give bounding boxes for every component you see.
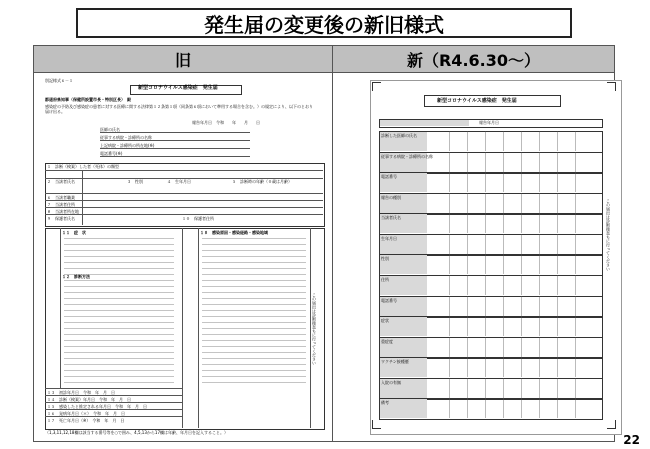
new-form-cell-divider [449, 357, 450, 377]
new-form-cell-divider [503, 357, 504, 377]
old-form-rule [64, 376, 174, 377]
new-form-cell-divider [485, 378, 486, 398]
new-form-cell-divider [503, 254, 504, 274]
old-symptoms-head: １１ 症 状 [62, 230, 86, 235]
new-form-row-label: 生年月日 [381, 236, 397, 241]
new-form-row [379, 213, 603, 235]
new-form-cell-divider [449, 131, 450, 151]
old-form-rule [202, 382, 306, 383]
new-form-cell-divider [557, 398, 558, 418]
old-row-10: １０ 保護者住所 [182, 216, 214, 221]
old-row-8: ８ 当該者所在地 [47, 209, 79, 214]
new-form-cell-divider [575, 152, 576, 172]
new-form-cell-divider [503, 337, 504, 357]
new-form-cell-divider [521, 234, 522, 254]
old-form-rule [202, 286, 306, 287]
new-form-cell-divider [557, 337, 558, 357]
new-form-row-label: 症状 [381, 318, 389, 323]
new-form-cell-divider [467, 193, 468, 213]
new-form-cell-divider [467, 234, 468, 254]
new-form-cell-divider [557, 152, 558, 172]
old-form-rule [202, 280, 306, 281]
new-form-cell-divider [575, 213, 576, 233]
new-form-cell-divider [485, 152, 486, 172]
new-form-cell-divider [485, 131, 486, 151]
new-form-cell-divider [467, 398, 468, 418]
new-form-cell-divider [449, 213, 450, 233]
new-form-cell-divider [557, 131, 558, 151]
page-title: 発生届の変更後の新旧様式 [76, 8, 572, 38]
new-form-cell-divider [449, 234, 450, 254]
new-form-cell-divider [539, 378, 540, 398]
old-form-rule [64, 316, 174, 317]
old-form-rule [202, 298, 306, 299]
new-form-row [379, 193, 603, 215]
new-form-cell-divider [575, 275, 576, 295]
page-number: 22 [623, 433, 640, 447]
new-form-row [379, 378, 603, 400]
new-form-row-label: 電話番号 [381, 174, 397, 179]
old-side-note: この届出は診断後直ちに行ってください [312, 293, 317, 365]
new-form-cell-divider [521, 193, 522, 213]
new-form-cell-divider [575, 234, 576, 254]
old-footnote: （1,3,11,12,18欄は該当する番号等を○で囲み、4,5,13から17欄は年齢、年月日を記入すること。） [45, 430, 228, 435]
old-form-rule [64, 238, 174, 239]
old-form-rule [64, 310, 174, 311]
new-form-cell-divider [539, 152, 540, 172]
new-form-cell-divider [575, 172, 576, 192]
old-form-rule [202, 268, 306, 269]
new-form-row-label: 入院の有無 [381, 380, 401, 385]
new-form-row [379, 357, 603, 379]
new-form-cell-divider [575, 316, 576, 336]
old-form-rule [202, 346, 306, 347]
old-form-rule [64, 358, 174, 359]
old-form-rule [202, 256, 306, 257]
new-form-cell-divider [539, 213, 540, 233]
old-form-rule [202, 322, 306, 323]
new-form-cell-divider [503, 316, 504, 336]
new-form-cell-divider [449, 254, 450, 274]
old-form-rule [64, 382, 174, 383]
new-form-row-label: 診断した医師の氏名 [381, 133, 417, 138]
new-form-cell-divider [449, 398, 450, 418]
old-row-3: ３ 性別 [127, 179, 143, 184]
old-date-row: １７ 死亡年月日（※） 令和 年 月 日 [47, 418, 125, 423]
old-doctor-field: 電話番号(※) [100, 151, 123, 156]
new-form-cell-divider [521, 316, 522, 336]
new-form-cell-divider [485, 357, 486, 377]
new-form-row-label: 報告の種別 [381, 195, 401, 200]
old-form-rule [64, 292, 174, 293]
new-form-cell-divider [557, 296, 558, 316]
new-form-cell-divider [521, 213, 522, 233]
old-form-rule [202, 244, 306, 245]
new-form-row [379, 275, 603, 297]
old-form-rule [202, 274, 306, 275]
new-report-date-label: 報告年月日 [479, 120, 499, 125]
new-form-cell-divider [557, 172, 558, 192]
old-date-row: １６ 発病年月日（＊） 令和 年 月 日 [47, 411, 125, 416]
new-form-cell-divider [539, 398, 540, 418]
new-form-cell-divider [557, 254, 558, 274]
new-form-cell-divider [503, 398, 504, 418]
old-form-rule [64, 328, 174, 329]
new-form-cell-divider [503, 296, 504, 316]
new-form-cell-divider [467, 131, 468, 151]
column-divider [332, 46, 333, 441]
new-form-cell-divider [449, 193, 450, 213]
new-form-cell-divider [539, 296, 540, 316]
new-form-cell-divider [557, 213, 558, 233]
old-form-rule [64, 352, 174, 353]
new-form-cell-divider [503, 172, 504, 192]
new-form-cell-divider [485, 316, 486, 336]
new-form-cell-divider [467, 172, 468, 192]
new-form-cell-divider [485, 398, 486, 418]
new-form-cell-divider [503, 193, 504, 213]
old-form-rule [202, 364, 306, 365]
old-doctor-field: 従事する病院・診療所の名称 [100, 135, 152, 140]
new-form-cell-divider [575, 378, 576, 398]
new-form-cell-divider [485, 296, 486, 316]
new-side-note: この届出は診断後直ちに行ってください [606, 199, 611, 271]
old-form-date-line: 報告年月日 令和 年 月 日 [192, 120, 260, 125]
new-form-cell-divider [449, 275, 450, 295]
old-form-intro: 感染症の予防及び感染症の患者に対する医療に関する法律第１２条第１項（同条第６項において準用する場合を含む。）の規定により、以下のとおり届け出る。 [45, 104, 313, 114]
new-form-cell-divider [485, 254, 486, 274]
old-form-rule [64, 364, 174, 365]
new-form-cell-divider [539, 234, 540, 254]
new-form-row [379, 172, 603, 194]
old-form-number: 別記様式６－１ [45, 78, 73, 83]
new-form-cell-divider [575, 254, 576, 274]
new-form-cell-divider [467, 337, 468, 357]
new-form-cell-divider [485, 234, 486, 254]
old-form-rule [202, 292, 306, 293]
old-form-rule [202, 328, 306, 329]
new-form-row [379, 316, 603, 338]
old-form-rule [202, 250, 306, 251]
new-form-row [379, 296, 603, 318]
new-form-cell-divider [539, 131, 540, 151]
new-form-cell-divider [485, 172, 486, 192]
old-doctor-field: 上記病院・診療所の所在地(※) [100, 143, 155, 148]
old-form-rule [202, 262, 306, 263]
new-form-cell-divider [575, 296, 576, 316]
old-form-rule [64, 286, 174, 287]
new-form-cell-divider [521, 254, 522, 274]
old-form-rule [64, 244, 174, 245]
old-form-rule [64, 346, 174, 347]
new-column-header: 新（R4.6.30～） [333, 46, 614, 72]
new-form-cell-divider [575, 357, 576, 377]
new-form-cell-divider [485, 337, 486, 357]
old-form-rule [64, 370, 174, 371]
new-form-row-label: 備考 [381, 400, 389, 405]
old-form-title: 新型コロナウイルス感染症 発生届 [138, 85, 218, 91]
old-form-rule [202, 370, 306, 371]
new-form-cell-divider [485, 275, 486, 295]
new-form-cell-divider [521, 357, 522, 377]
new-form-cell-divider [521, 152, 522, 172]
new-form-row [379, 398, 603, 420]
new-form-cell-divider [521, 275, 522, 295]
new-form-cell-divider [503, 275, 504, 295]
new-form-cell-divider [449, 152, 450, 172]
old-row-6: ６ 当該者職業 [47, 195, 75, 200]
new-form-cell-divider [575, 398, 576, 418]
new-form-row-label: 重症度 [381, 339, 393, 344]
new-form-row [379, 254, 603, 276]
new-form-cell-divider [557, 357, 558, 377]
old-form-rule [64, 268, 174, 269]
new-form-cell-divider [485, 193, 486, 213]
new-form-cell-divider [575, 193, 576, 213]
old-diag-head: １２ 診断方法 [62, 274, 90, 279]
old-form-rule [202, 310, 306, 311]
old-row-4: ４ 生年月日 [167, 179, 191, 184]
new-form-row-label: 従事する病院・診療所の名称 [381, 154, 433, 159]
new-form-cell-divider [539, 254, 540, 274]
new-form-cell-divider [521, 172, 522, 192]
new-form-row-label: 電話番号 [381, 298, 397, 303]
new-form-cell-divider [521, 337, 522, 357]
header-rule [34, 72, 614, 73]
new-form-cell-divider [557, 275, 558, 295]
new-form-row-label: 住所 [381, 277, 389, 282]
old-form-rule [202, 304, 306, 305]
new-form-row-label: 性別 [381, 256, 389, 261]
old-row-7: ７ 当該者住所 [47, 202, 75, 207]
old-form-rule [64, 256, 174, 257]
old-form-rule [202, 238, 306, 239]
old-date-row: １３ 初診年月日 令和 年 月 日 [47, 390, 115, 395]
new-form-cell-divider [557, 193, 558, 213]
new-form-cell-divider [521, 398, 522, 418]
new-form-cell-divider [521, 378, 522, 398]
new-form-cell-divider [557, 378, 558, 398]
old-infection-head: １８ 感染原因・感染経路・感染地域 [200, 230, 268, 235]
new-form-cell-divider [575, 131, 576, 151]
old-form-rule [202, 358, 306, 359]
new-form-cell-divider [575, 337, 576, 357]
new-form-cell-divider [503, 152, 504, 172]
old-form-rule [64, 340, 174, 341]
old-doctor-field: 医師の氏名 [100, 127, 120, 132]
new-form-cell-divider [539, 337, 540, 357]
new-form-row [379, 234, 603, 256]
new-form-cell-divider [467, 296, 468, 316]
new-form-row [379, 337, 603, 359]
new-form-cell-divider [557, 234, 558, 254]
new-form-cell-divider [503, 213, 504, 233]
new-form-cell-divider [539, 316, 540, 336]
old-form-addressee: 都道府県知事（保健所設置市長・特別区長） 殿 [45, 97, 131, 102]
new-form-cell-divider [557, 316, 558, 336]
old-column-header: 旧 [34, 46, 333, 72]
old-row-1: １ 診断（検案）した者（死体）の類型 [47, 164, 119, 169]
old-form-rule [202, 376, 306, 377]
new-form-row-label: 当該者氏名 [381, 215, 401, 220]
new-form-cell-divider [485, 213, 486, 233]
new-form-cell-divider [521, 131, 522, 151]
new-form-cell-divider [539, 172, 540, 192]
old-form-rule [64, 334, 174, 335]
old-form-rule [202, 340, 306, 341]
new-form-cell-divider [449, 296, 450, 316]
new-form-cell-divider [467, 357, 468, 377]
new-form-cell-divider [539, 357, 540, 377]
new-form-cell-divider [539, 193, 540, 213]
old-date-row: １４ 診断（検案）年月日 令和 年 月 日 [47, 397, 131, 402]
old-form-rule [202, 316, 306, 317]
old-form-rule [64, 304, 174, 305]
new-form-cell-divider [467, 254, 468, 274]
new-form-cell-divider [521, 296, 522, 316]
old-form-rule [64, 274, 174, 275]
new-form-cell-divider [467, 152, 468, 172]
old-row-9: ９ 保護者氏名 [47, 216, 75, 221]
new-form-cell-divider [449, 172, 450, 192]
old-row-5: ５ 診断時の年齢（０歳は月齢） [232, 179, 292, 184]
old-form-rule [202, 352, 306, 353]
old-form-rule [64, 280, 174, 281]
old-form-rule [64, 298, 174, 299]
new-form-title: 新型コロナウイルス感染症 発生届 [437, 98, 517, 104]
new-form-cell-divider [449, 378, 450, 398]
old-form-rule [64, 322, 174, 323]
old-date-row: １５ 感染したと推定される年月日 令和 年 月 日 [47, 404, 147, 409]
old-form-rule [64, 262, 174, 263]
new-form-cell-divider [449, 316, 450, 336]
old-form-rule [64, 250, 174, 251]
new-form-cell-divider [503, 234, 504, 254]
new-form-cell-divider [539, 275, 540, 295]
new-form-cell-divider [503, 131, 504, 151]
new-form-cell-divider [467, 378, 468, 398]
new-form-row-label: ワクチン接種歴 [381, 359, 409, 364]
new-form-cell-divider [467, 316, 468, 336]
old-row-2: ２ 当該者氏名 [47, 179, 75, 184]
new-form-cell-divider [449, 337, 450, 357]
new-form-content [369, 79, 619, 432]
new-form-cell-divider [467, 213, 468, 233]
old-form-rule [202, 334, 306, 335]
new-form-cell-divider [503, 378, 504, 398]
old-form [42, 78, 327, 433]
new-form-cell-divider [467, 275, 468, 295]
